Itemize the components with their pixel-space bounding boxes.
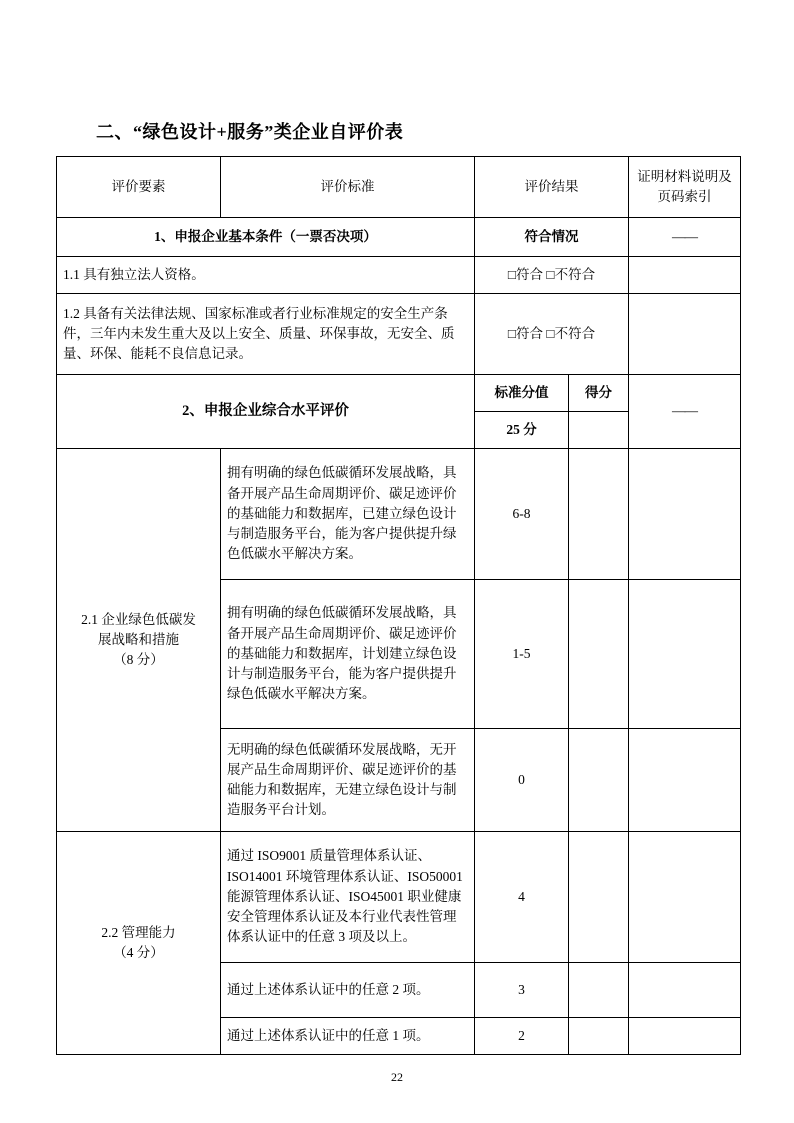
row-proof-1-1[interactable] [629, 257, 741, 294]
section2-std-score-header: 标准分值 [475, 375, 569, 412]
table-row [57, 449, 741, 580]
element-2-2-line1: 2.2 管理能力 [101, 924, 176, 940]
score-2-2-c[interactable] [569, 1018, 629, 1055]
section1-proof: —— [629, 218, 741, 257]
proof-2-1-c[interactable] [629, 729, 741, 832]
table-header-row [57, 157, 741, 218]
row-result-1-1[interactable]: □符合 □不符合 [475, 257, 629, 294]
row-proof-1-2[interactable] [629, 294, 741, 375]
element-2-1-line3: （8 分） [113, 652, 164, 668]
header-proof: 证明材料说明及页码索引 [629, 157, 741, 218]
criteria-2-2-a: 通过 ISO9001 质量管理体系认证、ISO14001 环境管理体系认证、ISO50001 能源管理体系认证、ISO45001 职业健康安全管理体系认证及本行业代表性管理体系认证中的任意 3 项及以上。 [221, 832, 475, 963]
table-row [57, 294, 741, 375]
table-row [57, 257, 741, 294]
proof-2-1-a[interactable] [629, 449, 741, 580]
criteria-2-1-c: 无明确的绿色低碳循环发展战略，无开展产品生命周期评价、碳足迹评价的基础能力和数据库，无建立绿色设计与制造服务平台计划。 [221, 729, 475, 832]
element-2-2-line2: （4 分） [113, 945, 164, 960]
section1-label: 1、申报企业基本条件（一票否决项） [57, 218, 475, 257]
proof-2-2-c[interactable] [629, 1018, 741, 1055]
section1-header-row [57, 218, 741, 257]
page-number: 22 [391, 1070, 403, 1084]
std-score-2-1-b: 1-5 [475, 580, 569, 729]
score-2-1-a[interactable] [569, 449, 629, 580]
criteria-2-2-b: 通过上述体系认证中的任意 2 项。 [221, 963, 475, 1018]
element-2-2 [57, 832, 221, 1055]
section2-label: 2、申报企业综合水平评价 [57, 375, 475, 449]
score-2-1-b[interactable] [569, 580, 629, 729]
row-criteria-1-2: 1.2 具备有关法律法规、国家标准或者行业标准规定的安全生产条件，三年内未发生重大及以上安全、质量、环保事故，无安全、质量、环保、能耗不良信息记录。 [57, 294, 475, 375]
header-element: 评价要素 [57, 157, 221, 218]
score-2-1-c[interactable] [569, 729, 629, 832]
criteria-2-1-b: 拥有明确的绿色低碳循环发展战略，具备开展产品生命周期评价、碳足迹评价的基础能力和数据库，计划建立绿色设计与制造服务平台，能为客户提供提升绿色低碳水平解决方案。 [221, 580, 475, 729]
row-criteria-1-1: 1.1 具有独立法人资格。 [57, 257, 475, 294]
proof-2-2-b[interactable] [629, 963, 741, 1018]
row-result-1-2[interactable]: □符合 □不符合 [475, 294, 629, 375]
section2-header-row [57, 375, 741, 412]
element-2-1-line2: 展战略和措施 [98, 631, 179, 647]
std-score-2-2-b: 3 [475, 963, 569, 1018]
proof-2-2-a[interactable] [629, 832, 741, 963]
criteria-2-2-c: 通过上述体系认证中的任意 1 项。 [221, 1018, 475, 1055]
score-2-2-a[interactable] [569, 832, 629, 963]
section2-total-score: 25 分 [475, 412, 569, 449]
std-score-2-2-a: 4 [475, 832, 569, 963]
header-result: 评价结果 [475, 157, 629, 218]
table-row [57, 832, 741, 963]
evaluation-table [56, 156, 741, 1055]
score-2-2-b[interactable] [569, 963, 629, 1018]
std-score-2-1-a: 6-8 [475, 449, 569, 580]
section1-result-header: 符合情况 [475, 218, 629, 257]
section2-total-score-input[interactable] [569, 412, 629, 449]
element-2-1-line1: 2.1 企业绿色低碳发 [81, 611, 196, 627]
criteria-2-1-a: 拥有明确的绿色低碳循环发展战略，具备开展产品生命周期评价、碳足迹评价的基础能力和数据库，已建立绿色设计与制造服务平台，能为客户提供提升绿色低碳水平解决方案。 [221, 449, 475, 580]
page-title: 二、“绿色设计+服务”类企业自评价表 [96, 122, 404, 142]
std-score-2-2-c: 2 [475, 1018, 569, 1055]
header-criteria: 评价标准 [221, 157, 475, 218]
proof-2-1-b[interactable] [629, 580, 741, 729]
section2-score-header: 得分 [569, 375, 629, 412]
section2-proof: —— [629, 375, 741, 449]
std-score-2-1-c: 0 [475, 729, 569, 832]
element-2-1 [57, 449, 221, 832]
